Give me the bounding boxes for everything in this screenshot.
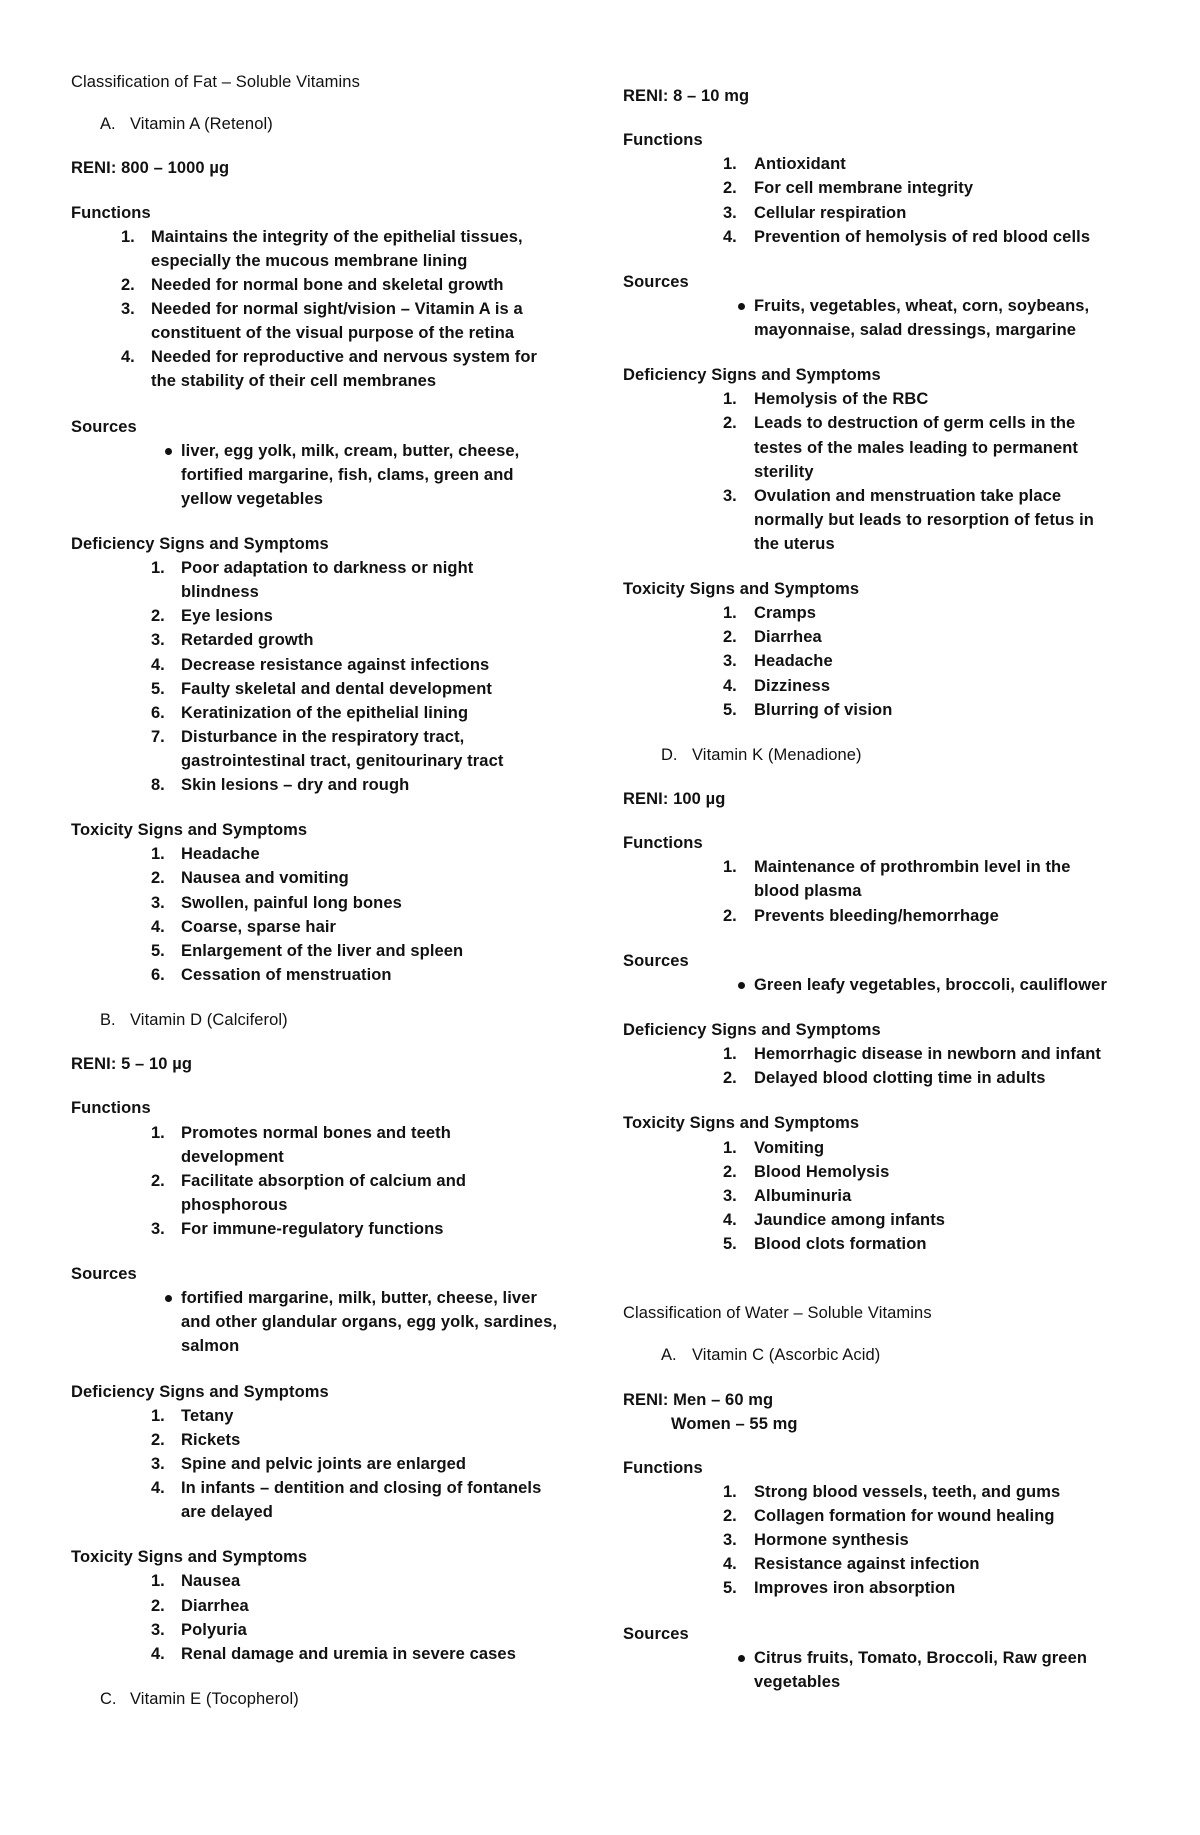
list-number: 4. <box>151 655 165 674</box>
list-item-text: Jaundice among infants <box>754 1210 946 1229</box>
vitamin-marker: C. <box>100 1689 117 1708</box>
list-item-text: Keratinization of the epithelial lining <box>181 703 469 722</box>
list-number: 3. <box>151 893 165 912</box>
list-item-text: Prevents bleeding/hemorrhage <box>754 906 999 925</box>
functions-label: Functions <box>623 1458 703 1477</box>
list-number: 3. <box>723 652 737 671</box>
reni-value: RENI: 8 – 10 mg <box>623 87 750 105</box>
list-item-text: development <box>181 1147 284 1166</box>
list-item-text: Maintenance of prothrombin level in the <box>754 858 1071 877</box>
list-number: 2. <box>151 1430 165 1449</box>
list-item-text: Renal damage and uremia in severe cases <box>181 1644 516 1663</box>
list-item-text: are delayed <box>181 1503 273 1522</box>
deficiency-label: Deficiency Signs and Symptoms <box>71 535 329 553</box>
list-number: 4. <box>723 1210 737 1229</box>
reni-value: RENI: 5 – 10 µg <box>71 1055 193 1074</box>
list-item-text: Promotes normal bones and teeth <box>181 1123 451 1142</box>
source-text: liver, egg yolk, milk, cream, butter, cheese, <box>181 441 520 460</box>
list-item-text: constituent of the visual purpose of the retina <box>151 324 515 343</box>
toxicity-label: Toxicity Signs and Symptoms <box>71 1548 308 1567</box>
list-number: 2. <box>723 1507 737 1526</box>
sources-label: Sources <box>623 272 689 291</box>
list-item-text: gastrointestinal tract, genitourinary tract <box>181 751 504 770</box>
list-number: 1. <box>723 390 737 409</box>
list-number: 2. <box>723 414 737 433</box>
list-item-text: sterility <box>754 462 814 481</box>
list-number: 1. <box>151 1572 165 1591</box>
list-item-text: Coarse, sparse hair <box>181 917 337 936</box>
vitamin-heading: Vitamin A (Retenol) <box>130 115 273 134</box>
list-number: 1. <box>151 1406 165 1425</box>
list-number: 2. <box>723 1069 737 1088</box>
list-number: 1. <box>723 1138 737 1157</box>
list-number: 1. <box>121 227 135 246</box>
bullet-icon <box>738 982 745 989</box>
list-number: 1. <box>723 604 737 623</box>
list-item-text: Decrease resistance against infections <box>181 655 490 674</box>
list-number: 4. <box>151 917 165 936</box>
list-item-text: Antioxidant <box>754 155 846 174</box>
reni-value: RENI: 100 µg <box>623 790 726 808</box>
list-number: 6. <box>151 965 165 984</box>
list-number: 3. <box>121 300 135 318</box>
source-text: and other glandular organs, egg yolk, sardines, <box>181 1313 558 1332</box>
list-number: 8. <box>151 776 165 794</box>
list-item-text: Albuminuria <box>754 1186 852 1205</box>
list-item-text: the stability of their cell membranes <box>151 372 437 391</box>
list-number: 1. <box>723 155 737 174</box>
list-item-text: Diarrhea <box>754 628 822 647</box>
bullet-icon <box>165 448 172 455</box>
list-number: 2. <box>151 607 165 626</box>
source-text: fortified margarine, milk, butter, cheese, liver <box>181 1289 538 1308</box>
list-number: 1. <box>723 858 737 877</box>
list-item-text: Needed for normal sight/vision – Vitamin A is a <box>151 300 523 318</box>
list-item-text: testes of the males leading to permanent <box>754 438 1078 457</box>
list-number: 3. <box>723 1186 737 1205</box>
list-item-text: normally but leads to resorption of fetus in <box>754 510 1094 529</box>
list-item-text: blood plasma <box>754 882 862 901</box>
list-item-text: Enlargement of the liver and spleen <box>181 941 464 960</box>
list-item-text: Leads to destruction of germ cells in the <box>754 414 1076 433</box>
list-item-text: Collagen formation for wound healing <box>754 1507 1055 1526</box>
source-text: mayonnaise, salad dressings, margarine <box>754 321 1077 339</box>
list-number: 5. <box>723 1234 737 1253</box>
sources-label: Sources <box>71 1265 137 1284</box>
list-item-text: Skin lesions – dry and rough <box>181 776 410 794</box>
list-item-text: Resistance against infection <box>754 1555 980 1574</box>
list-item-text: blindness <box>181 583 259 602</box>
vitamin-marker: A. <box>100 115 116 134</box>
list-number: 3. <box>723 1531 737 1550</box>
list-item-text: Nausea and vomiting <box>181 869 349 888</box>
list-number: 5. <box>723 1579 737 1598</box>
reni-value: RENI: Men – 60 mg <box>623 1390 774 1409</box>
list-number: 3. <box>151 1620 165 1639</box>
source-text: Fruits, vegetables, wheat, corn, soybeans, <box>754 296 1090 315</box>
list-item-text: Prevention of hemolysis of red blood cells <box>754 227 1091 246</box>
list-number: 2. <box>723 628 737 647</box>
list-item-text: Headache <box>754 652 833 671</box>
list-item-text: Eye lesions <box>181 607 273 626</box>
list-item-text: Blurring of vision <box>754 700 893 719</box>
list-item-text: Faulty skeletal and dental development <box>181 679 492 698</box>
list-number: 5. <box>151 941 165 960</box>
list-number: 1. <box>723 1483 737 1501</box>
list-item-text: For cell membrane integrity <box>754 179 974 198</box>
list-item-text: Disturbance in the respiratory tract, <box>181 727 465 746</box>
functions-label: Functions <box>623 834 703 853</box>
source-text: salmon <box>181 1337 240 1356</box>
list-item-text: Blood Hemolysis <box>754 1162 890 1181</box>
deficiency-label: Deficiency Signs and Symptoms <box>623 366 881 385</box>
vitamin-heading: Vitamin D (Calciferol) <box>130 1011 288 1029</box>
list-item-text: Diarrhea <box>181 1596 249 1615</box>
bullet-icon <box>165 1295 172 1302</box>
list-item-text: Hormone synthesis <box>754 1531 909 1550</box>
list-item-text: Polyuria <box>181 1620 247 1639</box>
list-number: 7. <box>151 727 165 746</box>
list-item-text: Needed for reproductive and nervous system for <box>151 348 538 367</box>
source-text: yellow vegetables <box>181 489 324 508</box>
deficiency-label: Deficiency Signs and Symptoms <box>623 1021 881 1039</box>
list-item-text: Strong blood vessels, teeth, and gums <box>754 1483 1061 1501</box>
source-text: fortified margarine, fish, clams, green and <box>181 465 514 484</box>
list-item-text: Delayed blood clotting time in adults <box>754 1069 1046 1088</box>
list-item-text: Rickets <box>181 1430 241 1449</box>
list-item-text: Facilitate absorption of calcium and <box>181 1171 467 1190</box>
list-number: 2. <box>723 906 737 925</box>
toxicity-label: Toxicity Signs and Symptoms <box>623 580 860 599</box>
functions-label: Functions <box>623 131 703 150</box>
list-item-text: especially the mucous membrane lining <box>151 251 468 270</box>
list-number: 1. <box>723 1045 737 1064</box>
list-item-text: Dizziness <box>754 676 831 695</box>
source-text: vegetables <box>754 1672 841 1691</box>
list-item-text: Cessation of menstruation <box>181 965 392 984</box>
list-item-text: the uterus <box>754 534 835 553</box>
list-number: 3. <box>723 203 737 222</box>
toxicity-label: Toxicity Signs and Symptoms <box>623 1114 860 1133</box>
bullet-icon <box>738 1655 745 1662</box>
list-number: 2. <box>723 179 737 198</box>
reni-value: Women – 55 mg <box>671 1414 798 1433</box>
list-number: 2. <box>151 1596 165 1615</box>
list-number: 3. <box>723 486 737 505</box>
list-number: 3. <box>151 1219 165 1238</box>
deficiency-label: Deficiency Signs and Symptoms <box>71 1382 329 1401</box>
vitamin-marker: A. <box>661 1346 677 1365</box>
toxicity-label: Toxicity Signs and Symptoms <box>71 821 308 840</box>
list-item-text: Ovulation and menstruation take place <box>754 486 1062 505</box>
list-number: 3. <box>151 631 165 650</box>
list-number: 4. <box>723 227 737 246</box>
sources-label: Sources <box>623 951 689 970</box>
functions-label: Functions <box>71 1099 151 1118</box>
sources-label: Sources <box>623 1624 689 1643</box>
list-item-text: Cramps <box>754 604 817 623</box>
list-item-text: Blood clots formation <box>754 1234 927 1253</box>
list-number: 4. <box>723 676 737 695</box>
list-item-text: Headache <box>181 845 260 864</box>
list-number: 1. <box>151 845 165 864</box>
list-item-text: Improves iron absorption <box>754 1579 956 1598</box>
list-item-text: Vomiting <box>754 1138 825 1157</box>
list-item-text: Hemolysis of the RBC <box>754 390 929 409</box>
vitamin-heading: Vitamin C (Ascorbic Acid) <box>692 1346 881 1365</box>
list-number: 5. <box>151 679 165 698</box>
list-item-text: Cellular respiration <box>754 203 907 222</box>
list-item-text: Needed for normal bone and skeletal growth <box>151 275 504 294</box>
list-number: 2. <box>723 1162 737 1181</box>
list-item-text: phosphorous <box>181 1195 288 1214</box>
list-number: 6. <box>151 703 165 722</box>
vitamin-marker: B. <box>100 1011 116 1029</box>
source-text: Green leafy vegetables, broccoli, cauliflower <box>754 975 1107 994</box>
reni-value: RENI: 800 – 1000 µg <box>71 159 230 178</box>
list-item-text: Nausea <box>181 1572 241 1591</box>
list-item-text: For immune-regulatory functions <box>181 1219 444 1238</box>
functions-label: Functions <box>71 203 151 222</box>
vitamin-marker: D. <box>661 745 678 764</box>
list-number: 2. <box>121 275 135 294</box>
vitamin-heading: Vitamin K (Menadione) <box>692 745 862 764</box>
sources-label: Sources <box>71 417 137 436</box>
section-title: Classification of Water – Soluble Vitamins <box>623 1304 932 1323</box>
list-number: 2. <box>151 869 165 888</box>
list-item-text: Spine and pelvic joints are enlarged <box>181 1454 467 1473</box>
list-item-text: Poor adaptation to darkness or night <box>181 559 474 578</box>
list-number: 4. <box>151 1644 165 1663</box>
list-number: 4. <box>151 1479 165 1497</box>
list-item-text: Tetany <box>181 1406 234 1425</box>
list-item-text: Swollen, painful long bones <box>181 893 402 912</box>
section-title: Classification of Fat – Soluble Vitamins <box>71 73 360 91</box>
bullet-icon <box>738 303 745 310</box>
list-number: 1. <box>151 1123 165 1142</box>
list-number: 4. <box>723 1555 737 1574</box>
list-item-text: Maintains the integrity of the epithelial tissues, <box>151 227 523 246</box>
list-item-text: In infants – dentition and closing of fontanels <box>181 1479 542 1497</box>
list-number: 2. <box>151 1171 165 1190</box>
list-number: 3. <box>151 1454 165 1473</box>
list-number: 1. <box>151 559 165 578</box>
source-text: Citrus fruits, Tomato, Broccoli, Raw green <box>754 1648 1088 1667</box>
list-number: 5. <box>723 700 737 719</box>
list-number: 4. <box>121 348 135 367</box>
list-item-text: Retarded growth <box>181 631 314 650</box>
vitamin-heading: Vitamin E (Tocopherol) <box>130 1689 299 1708</box>
list-item-text: Hemorrhagic disease in newborn and infant <box>754 1045 1101 1064</box>
